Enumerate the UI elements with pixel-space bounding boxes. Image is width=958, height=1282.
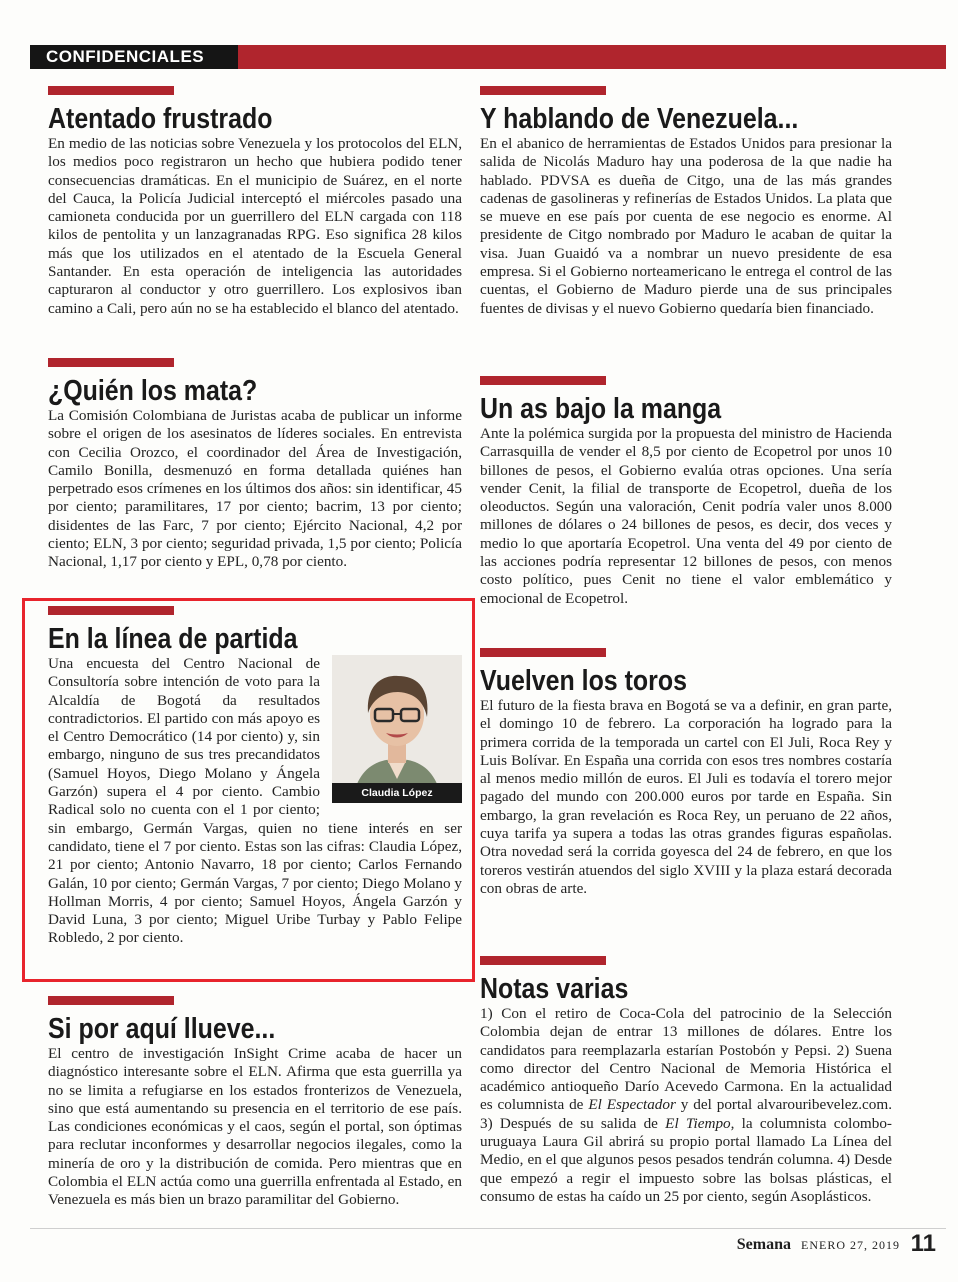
accent-bar bbox=[48, 996, 174, 1005]
article-body: En el abanico de herramientas de Estados Unidos para presionar la salida de Nicolás Maduro hay una poderosa de la que nadie ha hablado. PDVSA es dueña de Citgo, una de las más grandes cadenas de gasolineras y refinerías de Estados Unidos. La plata que se mueve en ese país por cuenta de ese negocio es enorme. Al presidente de Citgo nombrado por Maduro le acaban de quitar la visa. Juan Guaidó va a nombrar un nuevo presidente de esa empresa. Si el Gobierno norteamericano le entrega el control de las cuentas, el Gobierno de Maduro pierde una de sus principales fuentes de divisas y el nuevo Gobierno quedaría bien financiado. bbox=[480, 135, 892, 317]
article-llueve bbox=[48, 996, 462, 1210]
article-atentado bbox=[48, 86, 462, 318]
article-manga bbox=[480, 376, 892, 608]
article-body: Una encuesta del Centro Nacional de Consultoría sobre intención de voto para la Alcaldía de Bogotá da resultados contradictorios. El partido con más apoyo es el Centro Democrático (14 por ciento) y, sin embargo, ninguno de sus tres precandidatos (Samuel Hoyos, Diego Molano y Ángela Garzón) supera el 4 por ciento. Cambio Radical solo no cuenta con el 1 por ciento; sin embargo, Germán Vargas, quien no tiene interés en ser candidato, tiene el 7 por ciento. Estas son las cifras: Claudia López, 21 por ciento; Antonio Navarro, 18 por ciento; Carlos Fernando Galán, 10 por ciento; Germán Vargas, 7 por ciento; Diego Molano y Hollman Morris, 4 por ciento; Samuel Hoyos, Ángela Garzón y David Luna, 3 por ciento; Miguel Uribe Turbay y Pablo Felipe Robledo, 2 por ciento. bbox=[48, 655, 462, 947]
accent-bar bbox=[48, 606, 174, 615]
body-text: y del portal alvarouribevelez.com. 3) Después de su salida de bbox=[480, 1096, 892, 1132]
body-emphasis: El Espectador bbox=[588, 1096, 676, 1114]
section-label: CONFIDENCIALES bbox=[30, 45, 238, 69]
magazine-name: Semana bbox=[736, 1236, 791, 1253]
article-body: La Comisión Colombiana de Juristas acaba de publicar un informe sobre el origen de los asesinatos de líderes sociales. En entrevista con Cecilia Orozco, el coordinador del Área de Investigación, Camilo Bonilla, desmenuzó en forma detallada quiénes han perpetrado esos crímenes en los últimos dos años: sin identificar, 45 por ciento; paramilitares, 17 por ciento; bacrim, 13 por ciento; disidentes de las Farc, 7 por ciento; Ejército Nacional, 4,2 por ciento; ELN, 3 por ciento; seguridad privada, 1,5 por ciento; Policía Nacional, 1,17 por ciento y EPL, 0,78 por ciento. bbox=[48, 407, 462, 571]
article-body: En medio de las noticias sobre Venezuela y los protocolos del ELN, los medios poco registraron un hecho que hubiera podido tener consecuencias dramáticas. En el municipio de Suárez, en el norte del Cauca, la Policía Judicial interceptó el miércoles pasado una camioneta conducida por un guerrillero del ELN cargada con 118 kilos de pentolita y un lanzagranadas RPG. Eso significa 28 kilos más que los utilizados en el atentado de la Escuela General Santander. En esta operación de inteligencia las autoridades capturaron al conductor y otro guerrillero. Los explosivos iban camino a Cali, pero aún no se ha establecido el blanco del atentado. bbox=[48, 135, 462, 317]
article-title: Atentado frustrado bbox=[48, 103, 273, 135]
article-title: Un as bajo la manga bbox=[480, 393, 722, 425]
portrait-illustration bbox=[332, 655, 462, 803]
issue-date: ENERO 27, 2019 bbox=[801, 1238, 900, 1252]
page-footer bbox=[736, 1230, 936, 1257]
article-title: En la línea de partida bbox=[48, 623, 298, 655]
article-body: El futuro de la fiesta brava en Bogotá se va a definir, en gran parte, el domingo 10 de febrero. La corporación ha logrado para la primera corrida de la temporada un cartel con El Juli, Roca Rey y Luis Bolívar. En España una corrida con esos tres nombres costaría al menos medio millón de euros. El Juli es todavía el torero mejor pagado del mundo con 200.000 euros por tarde en España. Sin embargo, la gran revelación es Roca Rey, un peruano de 22 años, cuya tarifa ya supera a todas las otras grandes figuras españolas. Otra novedad será la corrida goyesca del 24 de febrero, en que los toreros vestirán atuendos del siglo XVIII y la plaza estará decorada con obras de arte. bbox=[480, 697, 892, 897]
photo-caption: Claudia López bbox=[332, 783, 462, 803]
accent-bar bbox=[48, 86, 174, 95]
article-notas bbox=[480, 956, 892, 1206]
accent-bar bbox=[48, 358, 174, 367]
page-divider bbox=[30, 1228, 946, 1229]
article-title: Notas varias bbox=[480, 973, 629, 1005]
page-number: 11 bbox=[910, 1230, 936, 1257]
article-title: Vuelven los toros bbox=[480, 665, 687, 697]
accent-bar bbox=[480, 956, 606, 965]
accent-bar bbox=[480, 648, 606, 657]
article-title: Si por aquí llueve... bbox=[48, 1013, 276, 1045]
section-bar bbox=[30, 45, 946, 69]
article-body: El centro de investigación InSight Crime acaba de hacer un diagnóstico interesante sobre el ELN. Afirma que esta guerrilla ya no se limita a refugiarse en los estados fronterizos de Venezuela, sino que está aumentando su presencia en el territorio de ese país. Las condiciones económicas y el caos, según el portal, son óptimas para reclutar inconformes y desarrollar negocios ilegales, como la minería de oro y la distribución de comida. Pero mientras que en Colombia el ELN actúa como una guerrilla enfrentada al Estado, en Venezuela es más bien un brazo paramilitar del Gobierno. bbox=[48, 1045, 462, 1209]
body-emphasis: El Tiempo bbox=[665, 1114, 731, 1132]
article-body: Ante la polémica surgida por la propuesta del ministro de Hacienda Carrasquilla de vender el 8,5 por ciento de Ecopetrol por unos 10 billones de pesos, el Gobierno evalúa otras opciones. Una sería vender Cenit, la filial de transporte de Ecopetrol, dueña de los oleoductos. Según una valoración, Cenit podría valer unos 8.000 millones de dólares o 24 billones de pesos, es decir, dos veces y medio lo que aportaría Ecopetrol. Una venta del 49 por ciento de las acciones podría representar 12 billones de pesos, con menos costo político, pues Cenit no tiene el valor emblemático y emocional de Ecopetrol. bbox=[480, 425, 892, 607]
article-toros bbox=[480, 648, 892, 898]
article-title: ¿Quién los mata? bbox=[48, 375, 258, 407]
body-text: 1) Con el retiro de Coca-Cola del patrocinio de la Selección Colombia dejan de entrar 13 millones de dólares. Entre los candidatos para reemplazarla estarían Postobón y Pepsi. 2) Suena como director del Centro Nacional de Memoria Histórica el académico antioqueño Darío Acevedo Carmona. En la actualidad es columnista de bbox=[480, 1005, 892, 1114]
accent-bar bbox=[480, 86, 606, 95]
accent-bar bbox=[480, 376, 606, 385]
article-quien bbox=[48, 358, 462, 572]
article-venezuela bbox=[480, 86, 892, 318]
portrait-photo bbox=[332, 655, 462, 803]
body-text: , la columnista colombo-uruguaya Laura Gil abrirá su propio portal llamado La Línea del Medio, en el que algunos pesos pesados tendrán columna. 4) Desde que empezó a regir el impuesto sobre las bolsas plásticas, el consumo de estas ha caído un 25 por ciento, según Asoplásticos. bbox=[480, 1114, 892, 1205]
article-title: Y hablando de Venezuela... bbox=[480, 103, 799, 135]
article-linea bbox=[48, 606, 462, 948]
article-body bbox=[480, 1005, 892, 1206]
